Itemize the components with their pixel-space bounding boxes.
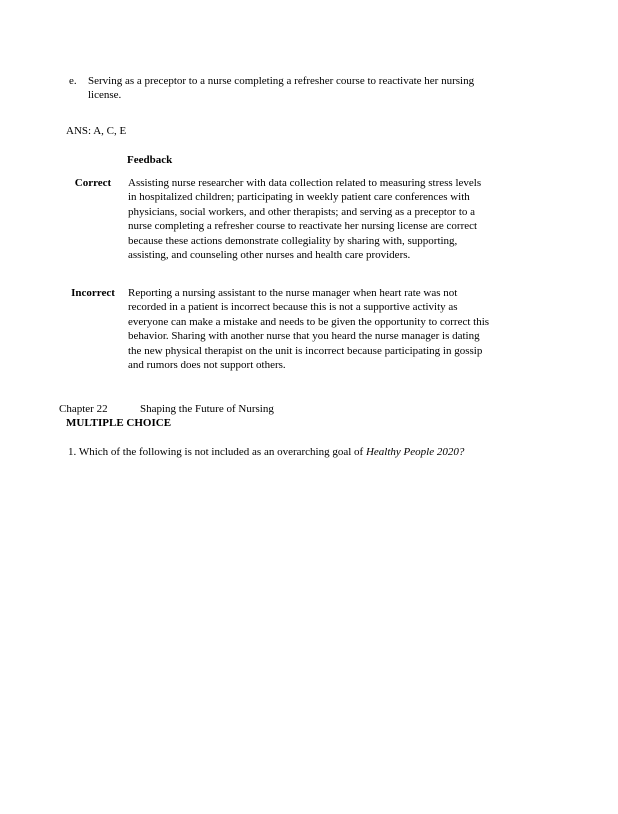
feedback-row-correct: [58, 176, 492, 262]
feedback-label-correct: Correct: [74, 177, 112, 189]
chapter-heading: [59, 402, 274, 416]
feedback-text-correct: Assisting nurse researcher with data collection related to measuring stress levels in hospitalized children; participating in weekly patient care conferences with physicians, social workers, and other therapists; and serving as a preceptor to a nurse completing a refresher course to reactivate her nursing license are correct because these actions demonstrate collegiality by sharing with, supporting, assisting, and counseling other nurses and health care providers.: [128, 177, 482, 262]
question-1: [68, 445, 588, 459]
section-heading-multiple-choice: MULTIPLE CHOICE: [66, 417, 172, 429]
answer-option-e: [69, 74, 486, 103]
question-text: Which of the following is not included as an overarching goal of: [78, 446, 364, 458]
feedback-header: Feedback: [127, 154, 173, 166]
question-number: 1.: [68, 446, 77, 458]
feedback-text-incorrect: Reporting a nursing assistant to the nurse manager when heart rate was not recorded in a patient is incorrect because this is not a supportive activity as everyone can make a mistake and needs to be given the opportunity to correct this behavior. Sharing with another nurse that you heard the nurse manager is dating the new physical therapist on the unit is incorrect because participating in gossip and rumors does not support others.: [128, 287, 490, 372]
chapter-title: Shaping the Future of Nursing: [140, 403, 274, 415]
question-italic-title: Healthy People 2020?: [365, 446, 465, 458]
list-item-text: Serving as a preceptor to a nurse completing a refresher course to reactivate her nursing license.: [88, 75, 475, 102]
chapter-number: Chapter 22: [59, 403, 108, 415]
answer-line: ANS: A, C, E: [66, 125, 127, 137]
feedback-row-incorrect: [58, 286, 492, 372]
feedback-label-incorrect: Incorrect: [71, 287, 115, 299]
list-item-marker: e.: [69, 75, 77, 87]
